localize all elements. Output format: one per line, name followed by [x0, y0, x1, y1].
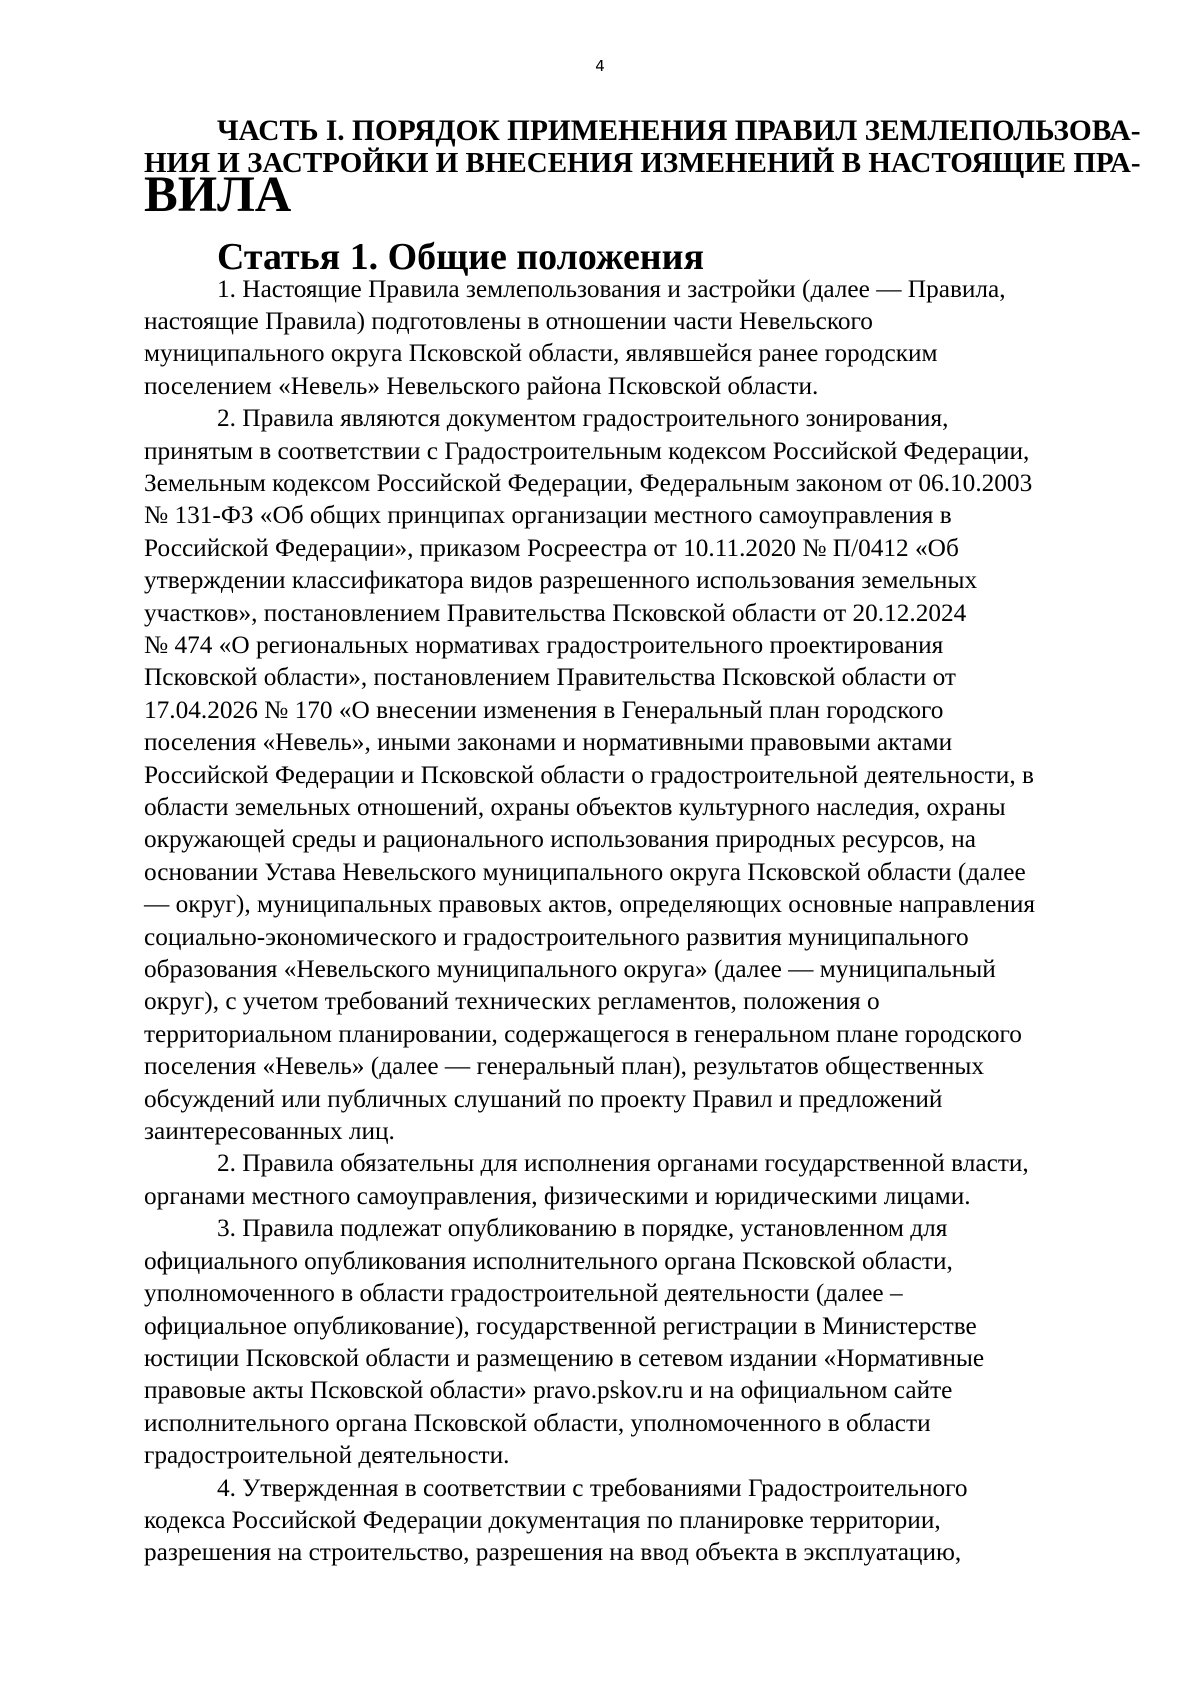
paragraph-line: округ), с учетом требований технических регламентов, положения о — [144, 987, 880, 1016]
paragraph-line: № 131-ФЗ «Об общих принципах организации местного самоуправления в — [144, 501, 952, 530]
part-title — [144, 115, 1146, 222]
paragraph-line: градостроительной деятельности. — [144, 1441, 510, 1470]
paragraph-line: муниципального округа Псковской области, являвшейся ранее городским — [144, 339, 938, 368]
paragraph-line: официального опубликования исполнительного органа Псковской области, — [144, 1246, 953, 1275]
paragraph-line: исполнительного органа Псковской области, уполномоченного в области — [144, 1408, 931, 1437]
paragraph-line: 2. Правила обязательны для исполнения органами государственной власти, — [217, 1149, 1029, 1178]
page-number: 4 — [595, 57, 605, 75]
paragraph-line: области земельных отношений, охраны объектов культурного наследия, охраны — [144, 793, 1006, 821]
paragraph-line: утверждении классификатора видов разрешенного использования земельных — [144, 566, 978, 595]
paragraph-line: поселения «Невель», иными законами и нормативными правовыми актами — [144, 728, 953, 757]
paragraph-line: № 474 «О региональных нормативах градостроительного проектирования — [144, 630, 944, 659]
paragraph-line: 17.04.2026 № 170 «О внесении изменения в Генеральный план городского — [144, 695, 944, 724]
paragraph-3 — [144, 1147, 1146, 1212]
paragraph-line: 3. Правила подлежат опубликованию в порядке, установленном для — [217, 1214, 948, 1243]
paragraph-line: 4. Утвержденная в соответствии с требованиями Градостроительного — [217, 1473, 968, 1502]
paragraph-line: поселением «Невель» Невельского района Псковской области. — [144, 371, 819, 400]
paragraph-line: основании Устава Невельского муниципального округа Псковской области (далее — [144, 857, 1026, 886]
paragraph-line: разрешения на строительство, разрешения на ввод объекта в эксплуатацию, — [144, 1538, 962, 1567]
paragraph-line: — округ), муниципальных правовых актов, определяющих основные направления — [144, 890, 1036, 919]
paragraph-line: Псковской области», постановлением Правительства Псковской области от — [144, 663, 956, 692]
paragraph-line: настоящие Правила) подготовлены в отношении части Невельского — [144, 306, 873, 335]
paragraph-line: кодекса Российской Федерации документация по планировке территории, — [144, 1505, 941, 1534]
paragraph-2 — [144, 402, 1146, 1147]
part-title-line: НИЯ И ЗАСТРОЙКИ И ВНЕСЕНИЯ ИЗМЕНЕНИЙ В НАСТОЯЩИЕ ПРА- — [144, 146, 1141, 179]
paragraph-line: участков», постановлением Правительства Псковской области от 20.12.2024 — [144, 598, 967, 627]
paragraph-line: Российской Федерации», приказом Росреестра от 10.11.2020 № П/0412 «Об — [144, 533, 959, 562]
paragraph-line: образования «Невельского муниципального округа» (далее — муниципальный — [144, 955, 996, 984]
paragraph-line: Российской Федерации и Псковской области о градостроительной деятельности, в — [144, 760, 1034, 789]
paragraph-line: юстиции Псковской области и размещению в сетевом издании «Нормативные — [144, 1343, 985, 1372]
paragraph-line: 1. Настоящие Правила землепользования и застройки (далее — Правила, — [217, 274, 1006, 303]
paragraph-line: обсуждений или публичных слушаний по проекту Правил и предложений — [144, 1084, 943, 1113]
paragraph-line: заинтересованных лиц. — [144, 1117, 395, 1146]
paragraph-line: территориальном планировании, содержащегося в генеральном плане городского — [144, 1019, 1022, 1048]
paragraph-line: Земельным кодексом Российской Федерации, Федеральным законом от 06.10.2003 — [144, 468, 1033, 497]
part-title-line: ЧАСТЬ I. ПОРЯДОК ПРИМЕНЕНИЯ ПРАВИЛ ЗЕМЛЕПОЛЬЗОВА- — [217, 115, 1141, 147]
paragraph-line: официальное опубликование), государственной регистрации в Министерстве — [144, 1311, 977, 1340]
paragraph-line: поселения «Невель» (далее — генеральный план), результатов общественных — [144, 1052, 985, 1081]
paragraph-line: окружающей среды и рационального использования природных ресурсов, на — [144, 825, 976, 854]
paragraph-line: правовые акты Псковской области» pravo.pskov.ru и на официальном сайте — [144, 1376, 953, 1405]
paragraph-line: уполномоченного в области градостроительной деятельности (далее – — [144, 1279, 903, 1308]
paragraph-5 — [144, 1472, 1146, 1569]
article-title: Статья 1. Общие положения — [217, 235, 705, 278]
paragraph-1 — [144, 273, 1146, 403]
paragraph-4 — [144, 1212, 1146, 1471]
part-title-line: ВИЛА — [144, 166, 292, 222]
paragraph-line: органами местного самоуправления, физическими и юридическими лицами. — [144, 1181, 971, 1210]
paragraph-line: принятым в соответствии с Градостроительным кодексом Российской Федерации, — [144, 436, 1030, 465]
document-body — [144, 116, 1146, 1569]
paragraph-line: 2. Правила являются документом градостроительного зонирования, — [217, 404, 949, 433]
paragraph-line: социально-экономического и градостроительного развития муниципального — [144, 922, 969, 951]
